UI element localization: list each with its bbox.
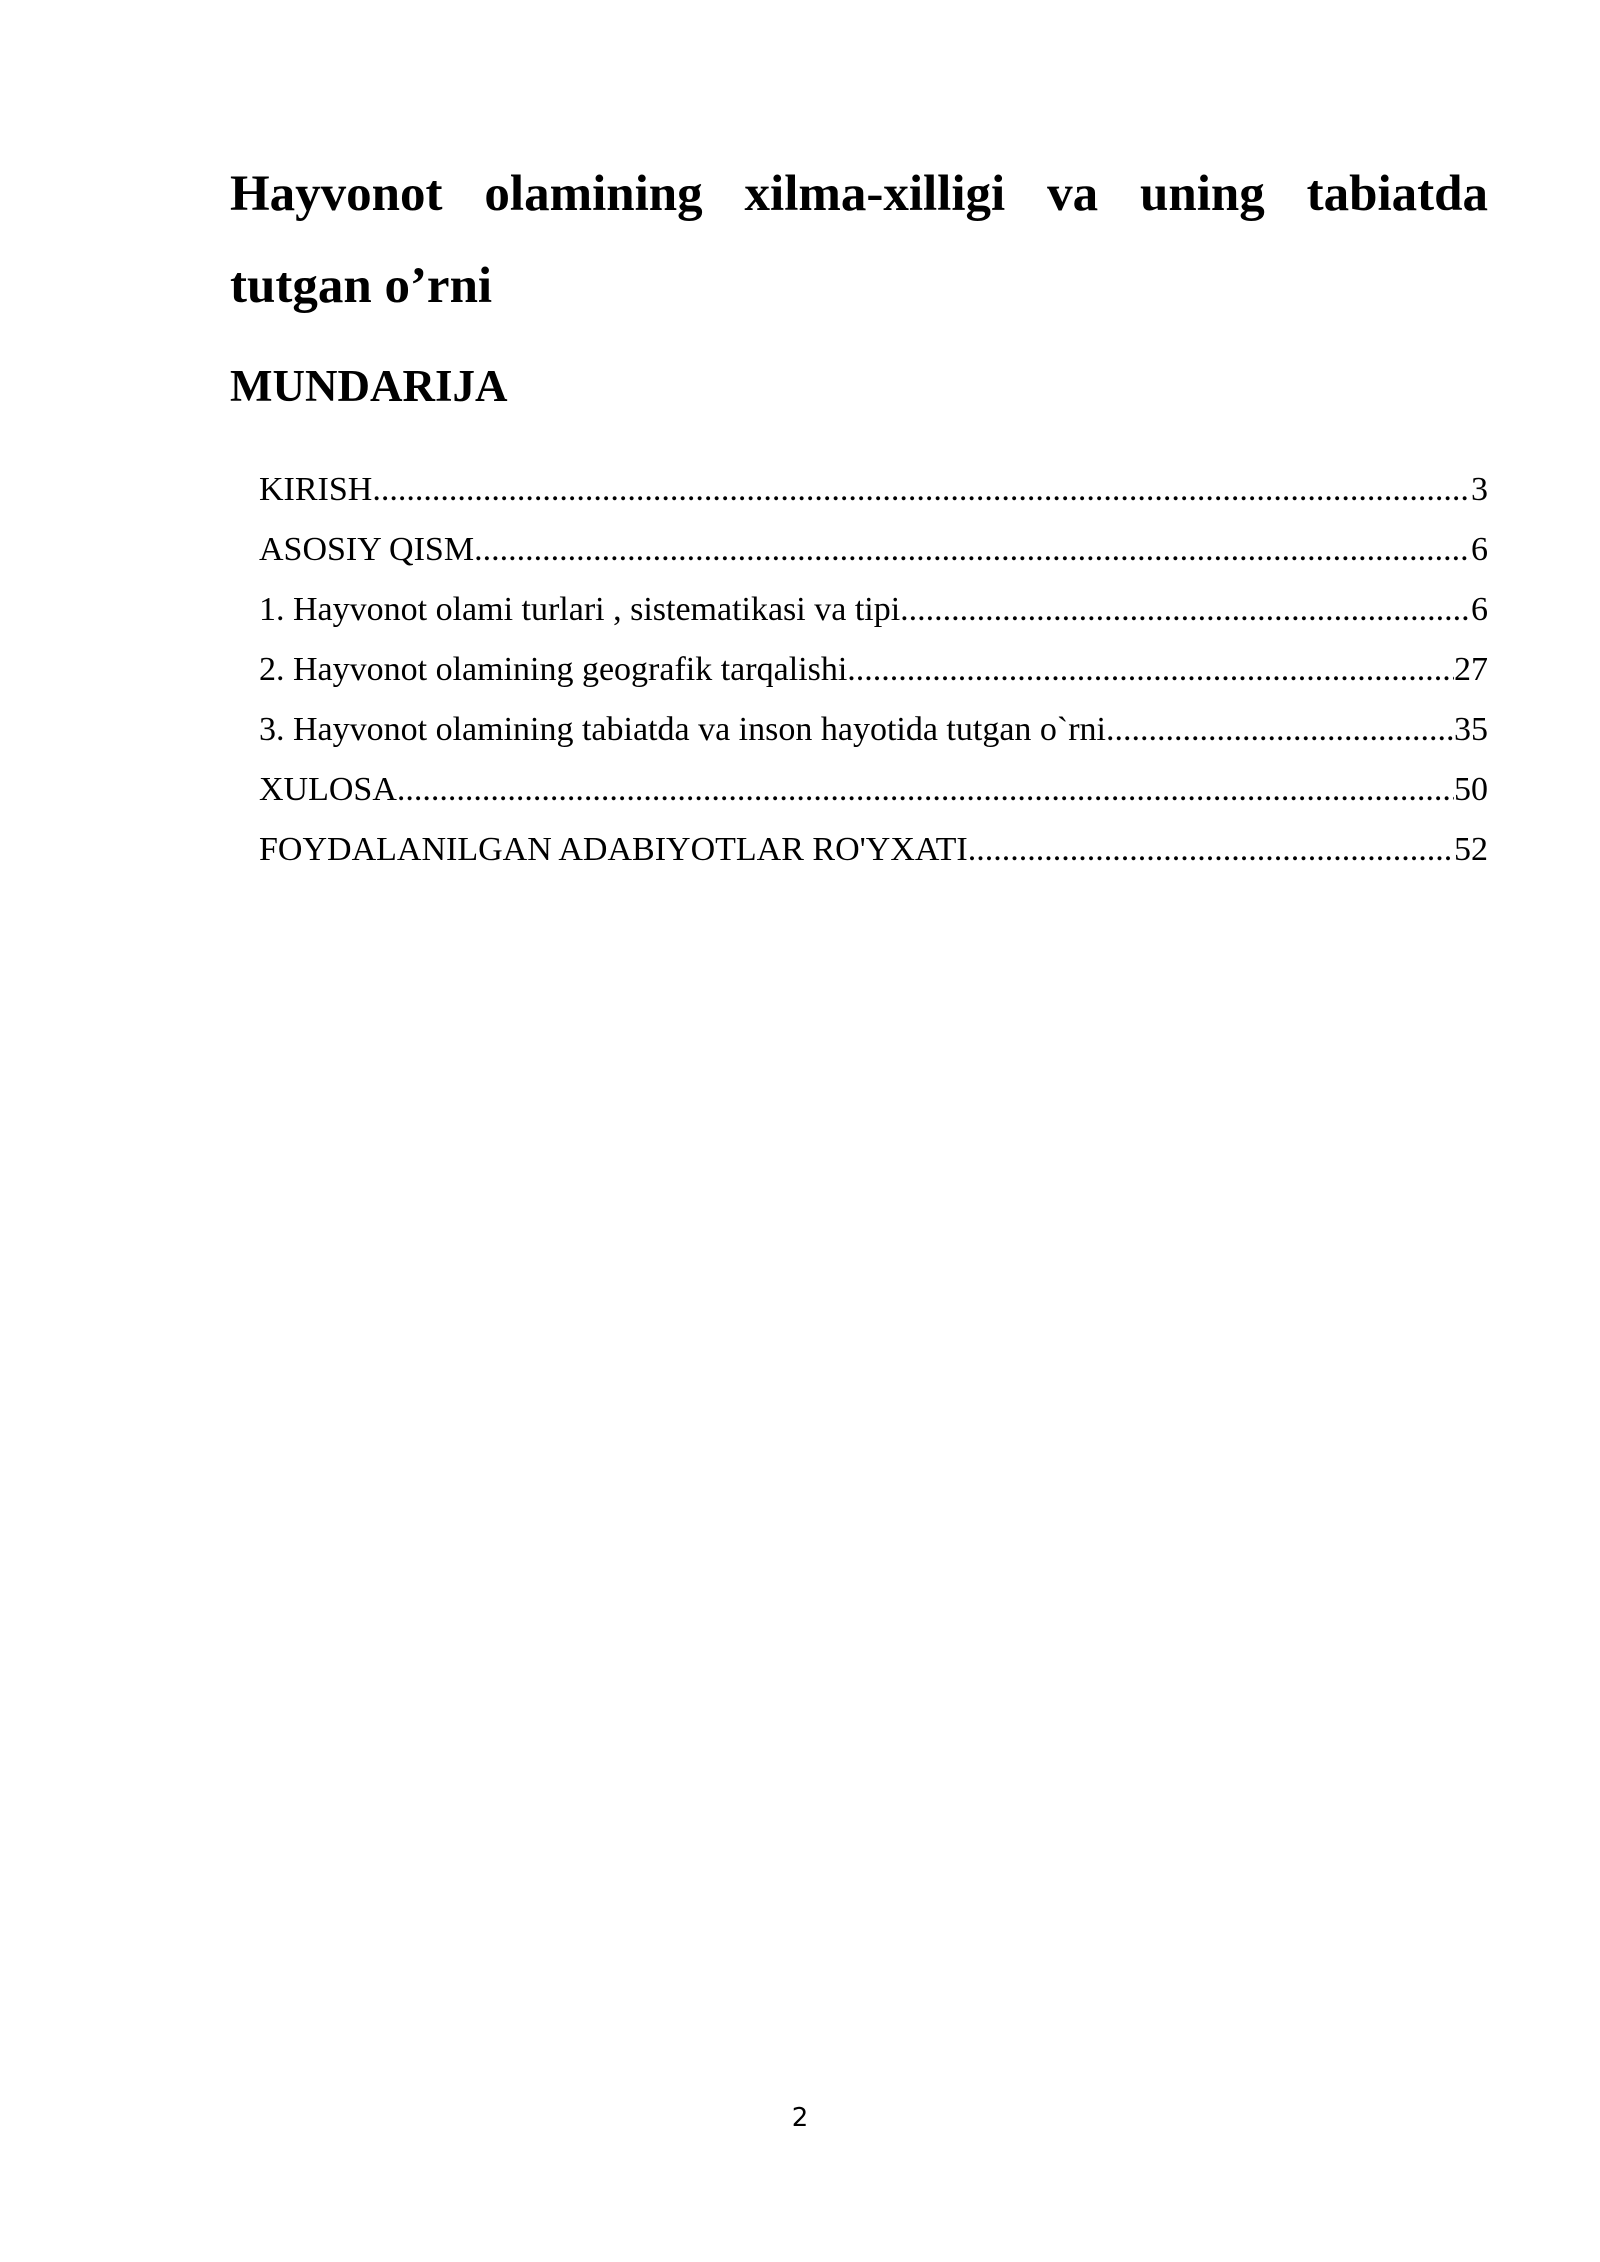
toc-entry-label: ASOSIY QISM [259,531,475,568]
page-content [230,148,1488,880]
toc-entry-page: 3 [1471,471,1488,508]
toc-entry-page: 35 [1454,711,1488,748]
toc-entry-label: KIRISH [259,471,373,508]
toc-entry-section-3 [259,700,1488,760]
toc-entry-section-1 [259,580,1488,640]
toc-entry-kirish [259,460,1488,520]
toc-entry-asosiy-qism [259,520,1488,580]
toc-dot-leader [372,460,1471,520]
document-title: Hayvonot olamining xilma-xilligi va uning tabiatda tutgan o’rni [230,166,1488,314]
toc-entry-page: 52 [1454,831,1488,868]
toc-entry-references [259,820,1488,880]
toc-dot-leader [1106,700,1454,760]
toc-entry-xulosa [259,760,1488,820]
toc-entry-page: 6 [1471,591,1488,628]
toc-entry-label: XULOSA [259,771,397,808]
toc-entry-page: 6 [1471,531,1488,568]
toc-entry-label: 1. Hayvonot olami turlari , sistematikasi va tipi [259,591,901,628]
toc-heading: MUNDARIJA [230,361,508,411]
toc-entry-label: 3. Hayvonot olamining tabiatda va inson hayotida tutgan o`rni [259,711,1106,748]
toc-dot-leader [397,760,1454,820]
toc-dot-leader [474,520,1471,580]
toc-entry-label: FOYDALANILGAN ADABIYOTLAR RO'YXATI [259,831,968,868]
toc-entry-section-2 [259,640,1488,700]
toc-dot-leader [900,580,1471,640]
toc-entry-page: 27 [1454,651,1488,688]
toc-dot-leader [968,820,1454,880]
table-of-contents [230,460,1488,880]
page-number: 2 [791,2103,809,2133]
toc-entry-page: 50 [1454,771,1488,808]
toc-dot-leader [847,640,1454,700]
toc-entry-label: 2. Hayvonot olamining geografik tarqalishi [259,651,848,688]
